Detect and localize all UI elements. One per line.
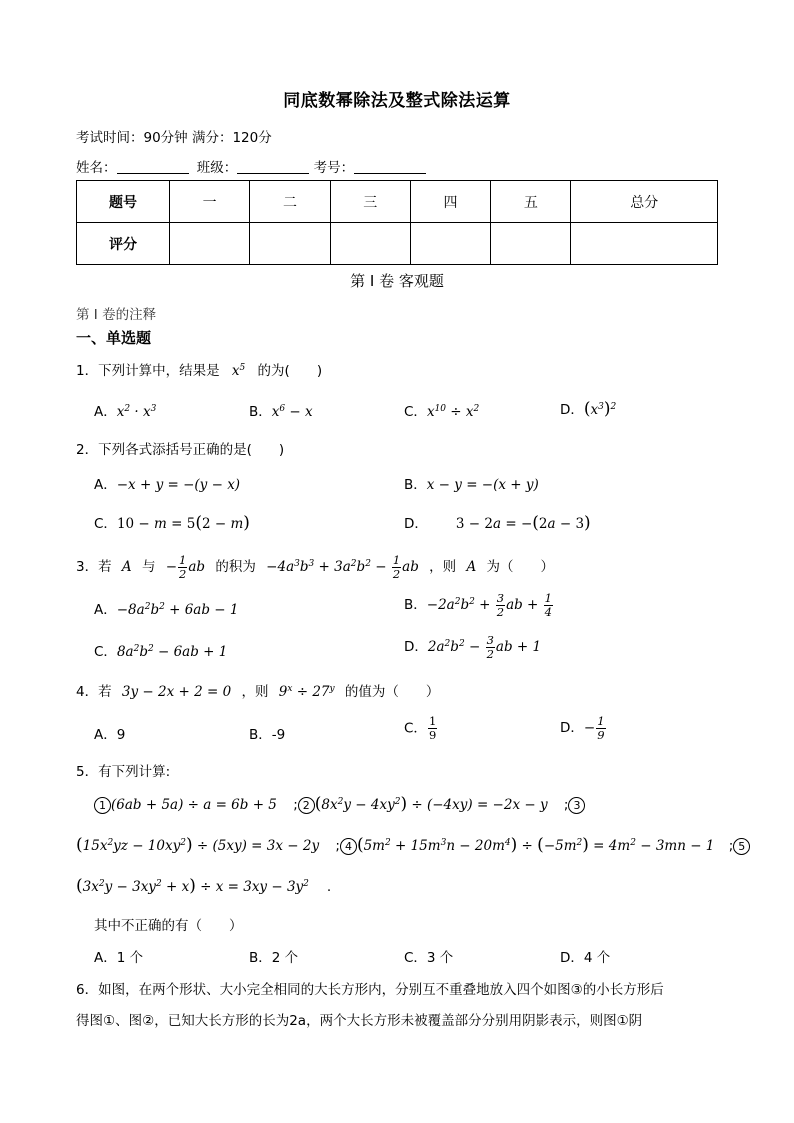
q5-option-a[interactable]: A．1 个: [94, 950, 144, 966]
q2-option-b[interactable]: B．x − y = −(x + y): [404, 477, 539, 493]
q1-option-a[interactable]: A．$x^2 \cdot x^3$: [94, 404, 157, 420]
q3-option-a[interactable]: A．$-8a^2b^2 + 6ab - 1$: [94, 602, 239, 618]
name-blank[interactable]: [117, 161, 189, 174]
student-info-row: [76, 156, 426, 176]
question-4: 4．若 3y − 2x + 2 = 0 ，则 $9^x \div 27^y$ 的值为（ ）: [76, 684, 440, 700]
q1-option-d[interactable]: D．$(x^3)^2$: [560, 399, 617, 419]
q3-option-d[interactable]: D．$2a^2b^2$ − $\frac{3}{2}$ ab + 1: [404, 633, 542, 661]
score-cell[interactable]: [491, 223, 571, 265]
section-title: 一、单选题: [76, 329, 152, 347]
part-title: 第 I 卷 客观题: [350, 272, 444, 290]
q4-option-a[interactable]: A．9: [94, 727, 126, 743]
question-1: 1．下列计算中，结果是 $x^5$ 的为( ): [76, 363, 323, 379]
q1-option-b[interactable]: B．$x^6 - x$: [249, 404, 313, 420]
question-5: 5．有下列计算:: [76, 764, 171, 780]
score-table-score-row: [77, 223, 718, 265]
question-6-line-1: 6．如图，在两个形状、大小完全相同的大长方形内，分别互不重叠地放入四个如图③的小长方形后: [76, 982, 664, 998]
question-2: 2．下列各式添括号正确的是( ): [76, 442, 285, 458]
question-6-line-2: 得图①、图②，已知大长方形的长为2a，两个大长方形未被覆盖部分分别用阴影表示，则图①阴: [76, 1013, 643, 1029]
q5-expression-3-4: $(15x^2yz - 10xy^2) \div (5xy) = 3x - 2y$ ; 4 $(5m^2 + 15m^3n - 20m^4) \div (-5m^2) = 4m^2 - 3mn - 1$ ; 5: [76, 835, 750, 855]
q5-expression-5: $(3x^2y - 3xy^2 + x) \div x = 3xy - 3y^2$ .: [76, 876, 332, 896]
name-label: 姓名：: [76, 160, 117, 176]
q2-option-d[interactable]: D． 3 − 2a = −(2a − 3): [404, 513, 591, 533]
score-header-cell: 四: [410, 181, 490, 223]
score-row-label: 评分: [77, 223, 170, 265]
score-cell[interactable]: [250, 223, 330, 265]
number-label: 考号：: [313, 160, 355, 176]
q5-option-b[interactable]: B．2 个: [249, 950, 299, 966]
q2-option-a[interactable]: A．−x + y = −(y − x): [94, 477, 241, 493]
score-header-cell: 三: [330, 181, 410, 223]
score-table: [76, 180, 718, 265]
score-table-header-row: [77, 181, 718, 223]
class-blank[interactable]: [237, 161, 309, 174]
score-header-cell: 一: [170, 181, 250, 223]
class-label: 班级：: [196, 160, 238, 176]
q5-option-d[interactable]: D．4 个: [560, 950, 611, 966]
exam-info: 考试时间：90分钟 满分：120分: [76, 130, 272, 146]
score-header-cell: 五: [491, 181, 571, 223]
score-header-cell: 总分: [571, 181, 718, 223]
q5-question: 其中不正确的有（ ）: [94, 918, 243, 934]
score-header-cell: 二: [250, 181, 330, 223]
q2-option-c[interactable]: C．10 − m = 5(2 − m): [94, 513, 250, 533]
math-expression: $x^5$: [231, 363, 246, 379]
page-title: 同底数幂除法及整式除法运算: [283, 91, 511, 111]
q3-option-c[interactable]: C．$8a^2b^2 - 6ab + 1$: [94, 644, 228, 660]
q4-option-c[interactable]: C． $\frac{1}{9}$: [404, 714, 437, 742]
part-note: 第 I 卷的注释: [76, 307, 157, 323]
score-cell[interactable]: [330, 223, 410, 265]
q5-expression-1-2: 1 (6ab + 5a) ÷ a = 6b + 5 ; 2 $(8x^2y - 4xy^2) \div (-4xy) = -2x - y$ ; 3: [94, 794, 585, 814]
score-header-cell: 题号: [77, 181, 170, 223]
q1-option-c[interactable]: C．$x^{10} \div x^2$: [404, 404, 480, 420]
score-cell[interactable]: [410, 223, 490, 265]
q5-option-c[interactable]: C．3 个: [404, 950, 454, 966]
score-cell[interactable]: [571, 223, 718, 265]
q4-option-d[interactable]: D．− $\frac{1}{9}$: [560, 714, 605, 742]
q4-option-b[interactable]: B．-9: [249, 727, 286, 743]
number-blank[interactable]: [354, 161, 426, 174]
question-3: 3．若 A 与 − $\frac{1}{2}$ ab 的积为 $-4a^3b^3 + 3a^2b^2$ − $\frac{1}{2}$ ab ，则 A 为（ ）: [76, 553, 554, 581]
q3-option-b[interactable]: B．$-2a^2b^2$ + $\frac{3}{2}$ ab + $\frac{1}{4}$: [404, 591, 552, 619]
score-cell[interactable]: [170, 223, 250, 265]
